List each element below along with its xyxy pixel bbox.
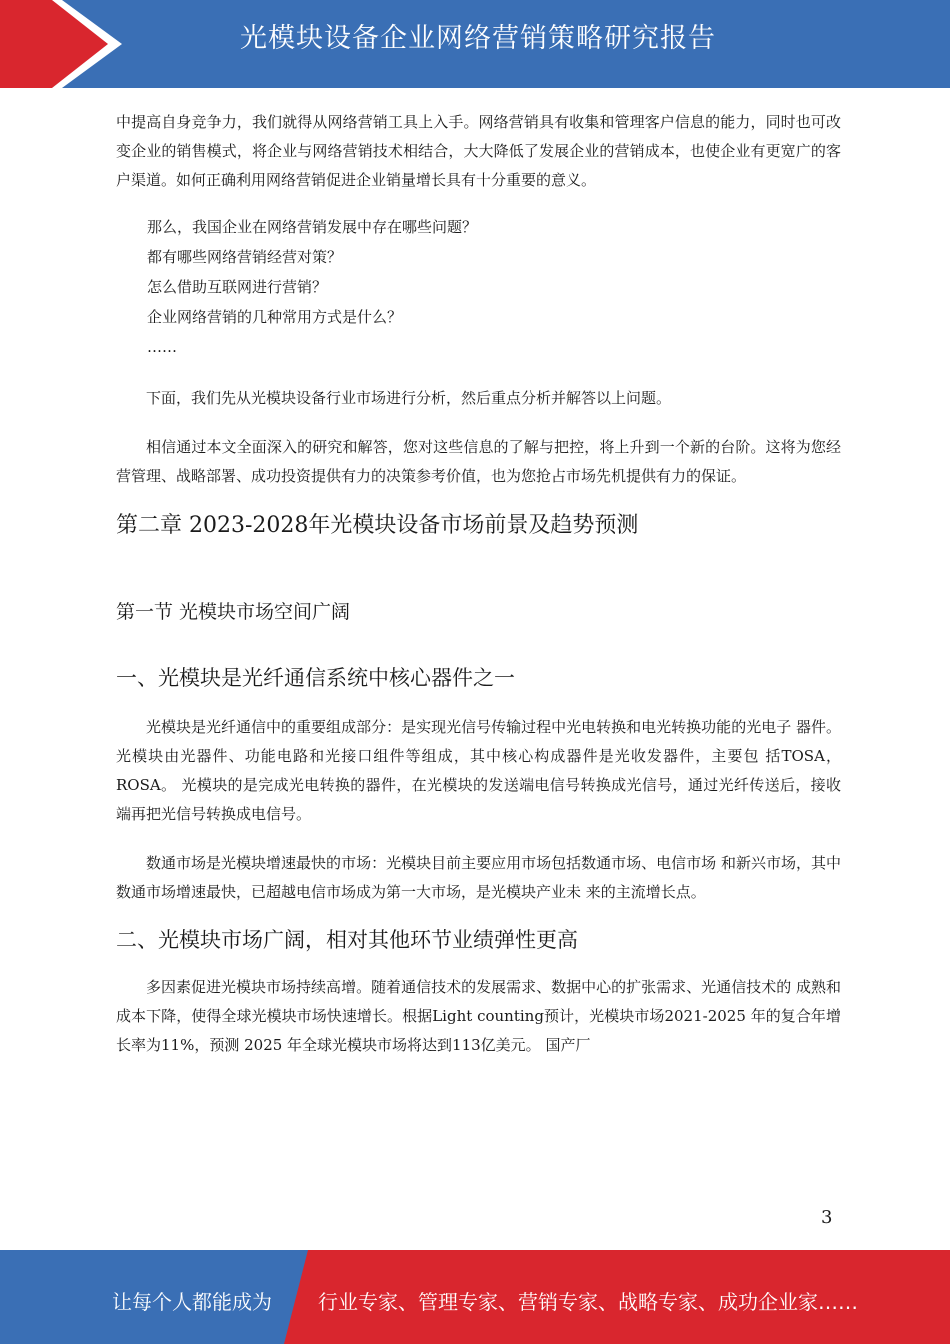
conclusion-paragraph: 相信通过本文全面深入的研究和解答，您对这些信息的了解与把控，将上升到一个新的台阶。这将为您经营管理、战略部署、成功投资提供有力的决策参考价值，也为您抢占市场先机提供有力的保证。 [116,438,841,485]
footer-slogan-left: 让每个人都能成为 [112,1290,272,1314]
report-title: 光模块设备企业网络营销策略研究报告 [240,23,716,54]
subsection-heading-2: 二、光模块市场广阔，相对其他环节业绩弹性更高 [116,928,578,952]
page-header [0,0,950,88]
subsection-heading-1: 一、光模块是光纤通信系统中核心器件之一 [116,666,515,690]
subsection-1-paragraph-2: 数通市场是光模块增速最快的市场：光模块目前主要应用市场包括数通市场、电信市场 和新兴市场，其中数通市场增速最快，已超越电信市场成为第一大市场，是光模块产业未 来的主流增长点。 [116,854,841,901]
subsection-2-paragraph-1: 多因素促进光模块市场持续高增。随着通信技术的发展需求、数据中心的扩张需求、光通信技术的 成熟和成本下降，使得全球光模块市场快速增长。根据Light counting预计，光模块市场2021-2025 年的复合年增长率为11%，预测 2025 年全球光模块市场将达到113亿美元。 国产厂 [116,978,841,1054]
section-heading: 第一节 光模块市场空间广阔 [116,601,351,623]
question-item: 都有哪些网络营销经营对策？ [147,248,343,266]
analysis-intro-paragraph: 下面，我们先从光模块设备行业市场进行分析，然后重点分析并解答以上问题。 [146,389,672,407]
question-list [116,212,841,362]
question-item: 那么，我国企业在网络营销发展中存在哪些问题？ [147,218,478,236]
document-body [116,108,841,1060]
footer-slogan-right: 行业专家、管理专家、营销专家、战略专家、成功企业家…… [318,1290,858,1314]
intro-paragraph: 中提高自身竞争力，我们就得从网络营销工具上入手。网络营销具有收集和管理客户信息的能力，同时也可改变企业的销售模式，将企业与网络营销技术相结合，大大降低了发展企业的营销成本，也使企业有更宽广的客户渠道。如何正确利用网络营销促进企业销量增长具有十分重要的意义。 [116,113,841,189]
page-number: 3 [821,1207,833,1228]
chapter-heading: 第二章 2023-2028年光模块设备市场前景及趋势预测 [116,513,639,538]
question-item: 怎么借助互联网进行营销？ [147,278,328,296]
question-item: …… [147,338,177,356]
subsection-1-paragraph-1: 光模块是光纤通信中的重要组成部分：是实现光信号传输过程中光电转换和电光转换功能的光电子 器件。光模块由光器件、功能电路和光接口组件等组成，其中核心构成器件是光收发器件，主要包 括TOSA，ROSA。 光模块的是完成光电转换的器件，在光模块的发送端电信号转换成光信号，通过光纤传送后，接收 端再把光信号转换成电信号。 [116,718,841,823]
question-item: 企业网络营销的几种常用方式是什么？ [147,308,403,326]
